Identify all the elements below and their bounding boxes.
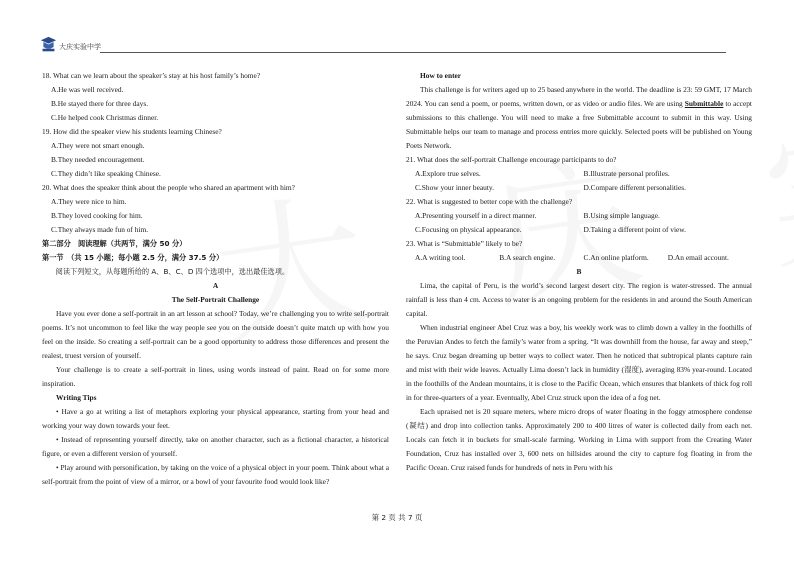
- q21-options-row-1: [406, 167, 752, 181]
- q23-options-row: [406, 251, 752, 265]
- writing-tip-3: • Play around with personification, by taking on the voice of a physical object in your poem. Think about what a self-portrait from the point of view of a mirror, or a bowl of your favourite food would look like?: [42, 463, 389, 486]
- how-to-enter-heading: How to enter: [420, 71, 462, 80]
- q19-option-a: A.They were not smart enough.: [51, 141, 145, 150]
- passage-a-letter: A: [212, 281, 219, 290]
- writing-tips-heading: Writing Tips: [56, 393, 97, 402]
- passage-b-letter: B: [576, 267, 582, 276]
- question-21-stem: 21. What does the self-portrait Challenge encourage participants to do?: [406, 155, 617, 164]
- school-name: 大庆实验中学: [59, 43, 101, 51]
- q19-option-b: B.They needed encouragement.: [51, 155, 145, 164]
- q18-option-c: C.He helped cook Christmas dinner.: [51, 113, 159, 122]
- submittable-link: Submittable: [684, 99, 724, 108]
- page-number: 第 2 页 共 7 页: [371, 513, 423, 522]
- q21-option-a: A.Explore true selves.: [415, 169, 481, 178]
- q21-options-row-2: [406, 181, 752, 195]
- header-rule: [100, 52, 726, 53]
- q20-option-b: B.They loved cooking for him.: [51, 211, 143, 220]
- question-19-stem: 19. How did the speaker view his students learning Chinese?: [42, 127, 222, 136]
- question-23-stem: 23. What is “Submittable” likely to be?: [406, 239, 523, 248]
- q20-option-a: A.They were nice to him.: [51, 197, 127, 206]
- q22-option-a: A.Presenting yourself in a direct manner.: [415, 211, 537, 220]
- school-logo-icon: [40, 36, 57, 53]
- right-column: [406, 69, 752, 475]
- q23-option-d: D.An email account.: [667, 253, 729, 262]
- question-22-stem: 22. What is suggested to better cope with the challenge?: [406, 197, 573, 206]
- section-one-heading: 第一节 （共 15 小题；每小题 2.5 分，满分 37.5 分）: [42, 253, 224, 262]
- q20-option-c: C.They always made fun of him.: [51, 225, 149, 234]
- question-20-stem: 20. What does the speaker think about the people who shared an apartment with him?: [42, 183, 295, 192]
- reading-instructions: 阅读下列短文，从每题所给的 A、B、C、D 四个选项中，选出最佳选项。: [55, 267, 290, 276]
- q22-option-d: D.Taking a different point of view.: [583, 225, 687, 234]
- q23-option-a: A.A writing tool.: [415, 253, 466, 262]
- q22-options-row-1: [406, 209, 752, 223]
- enter-text-1: This challenge is for writers aged up to 25 based anywhere in the world. The deadline is 23: 59 GMT, 17 March 2024. You can send a poem, or poems, written down, or as video or audio files. We are using: [406, 85, 752, 108]
- q18-option-b: B.He stayed there for three days.: [51, 99, 149, 108]
- part-two-heading: 第二部分 阅读理解（共两节，满分 50 分）: [42, 239, 187, 248]
- q23-option-b: B.A search engine.: [499, 253, 556, 262]
- writing-tip-1: • Have a go at writing a list of metaphors exploring your physical appearance, starting from your head and working your way down towards your feet.: [42, 407, 389, 430]
- q22-option-b: B.Using simple language.: [583, 211, 660, 220]
- q18-option-a: A.He was well received.: [51, 85, 124, 94]
- question-18-stem: 18. What can we learn about the speaker’s stay at his host family’s home?: [42, 71, 261, 80]
- enter-text-2: to accept submissions to this challenge. You will need to make a free Submittable account to submit in this way. Using Submittable helps our team to manage and process entries more quickly. Selected poets will be published on Young Poets Network.: [406, 99, 752, 150]
- writing-tip-2: • Instead of representing yourself directly, take on another character, such as a fictional character, a historical figure, or even a different version of yourself.: [42, 435, 389, 458]
- passage-a-title: The Self-Portrait Challenge: [171, 295, 260, 304]
- passage-a-para-2: Your challenge is to create a self-portrait in lines, using words instead of paint. Read on for some more inspiration.: [42, 365, 389, 388]
- left-column: [42, 69, 389, 489]
- how-to-enter-para: [406, 83, 752, 153]
- page-header: [40, 36, 726, 54]
- q21-option-d: D.Compare different personalities.: [583, 183, 686, 192]
- q21-option-b: B.Illustrate personal profiles.: [583, 169, 670, 178]
- q21-option-c: C.Show your inner beauty.: [415, 183, 494, 192]
- passage-b-para-1: Lima, the capital of Peru, is the world’s second largest desert city. The region is water-stressed. The annual rainfall is less than 4 cm. Access to water is an ongoing problem for the residents in and around the South American capital.: [406, 281, 752, 318]
- passage-a-para-1: Have you ever done a self-portrait in an art lesson at school? Today, we’re challenging you to write self-portrait poems. It’s not uncommon to feel like the way people see you on the outside doesn’t quite match up with how you feel on the inside. So creating a self-portrait can be a good opportunity to address those differences and present the realest, truest version of yourself.: [42, 309, 389, 360]
- passage-b-para-3: Each upraised net is 20 square meters, where micro drops of water floating in the foggy atmosphere condense (凝结) and drop into collection tanks. Approximately 200 to 400 litres of water is collected daily from each net. Locals can fetch it in buckets for small-scale farming. Working in Lima with support from the Creating Water Foundation, Cruz has installed over 3, 600 nets on hillsides around the city to capture fog floating in from the Pacific Ocean. Cruz raised funds for hundreds of nets in Peru with his: [406, 407, 752, 472]
- q22-option-c: C.Focusing on physical appearance.: [415, 225, 522, 234]
- q23-option-c: C.An online platform.: [583, 253, 649, 262]
- passage-b-para-2: When industrial engineer Abel Cruz was a boy, his weekly work was to climb down a valley in the foothills of the Peruvian Andes to fetch the family’s water from a spring. “It was downhill from the house, far away and steep,” he says. Cruz began dreaming up better ways to collect water. Then he noticed that subtropical plants capture rain and mist with their wide leaves. Actually Lima doesn’t lack in humidity (湿度), averaging 83% year-round. Located in the foothills of the Andean mountains, it is close to the Pacific Ocean, which ensures that blankets of thick fog roll in for three-quarters of a year. Eventually, Abel Cruz struck upon the idea of a fog net.: [406, 323, 752, 402]
- q22-options-row-2: [406, 223, 752, 237]
- q19-option-c: C.They didn’t like speaking Chinese.: [51, 169, 161, 178]
